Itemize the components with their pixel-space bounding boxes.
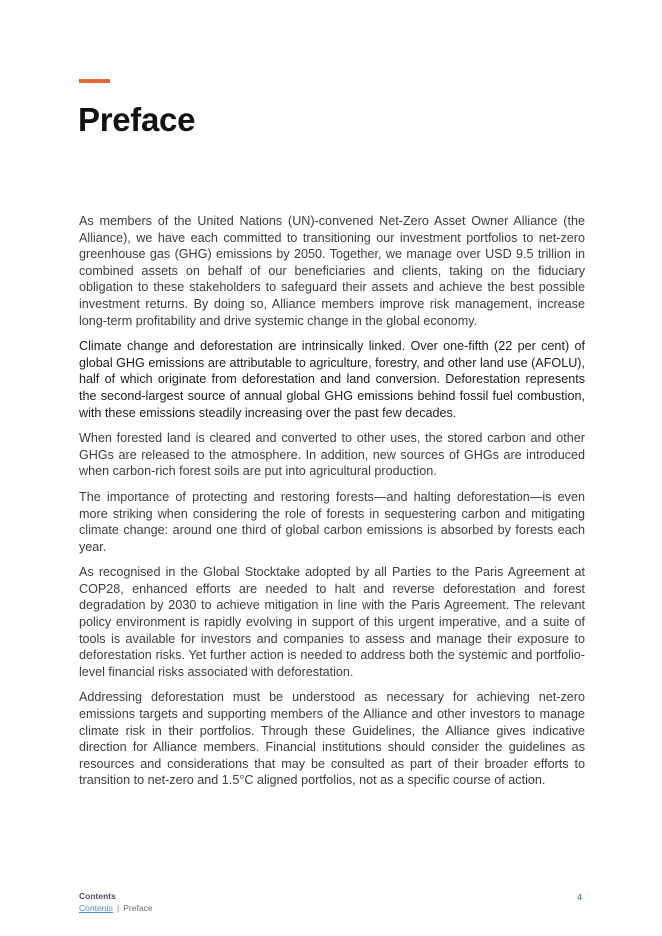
breadcrumb-current: Preface [123, 903, 153, 913]
page-title: Preface [78, 101, 196, 138]
body-text [79, 213, 585, 798]
breadcrumb [79, 903, 153, 913]
paragraph-alliance-commitment: As members of the United Nations (UN)-convened Net-Zero Asset Owner Alliance (the Alliance), we have each committed to transitioning our investment portfolios to net-zero greenhouse gas (GHG) emissions by 2050. Together, we manage over USD 9.5 trillion in combined assets on behalf of our beneficiaries and clients, taking on the fiduciary obligation to these stakeholders to safeguard their assets and achieve the best possible investment returns. By doing so, Alliance members improve risk management, increase long-term profitability and drive systemic change in the global economy. [79, 214, 585, 328]
title-accent-bar [79, 79, 110, 83]
page-number: 4 [577, 892, 582, 902]
paragraph-forest-clearing: When forested land is cleared and converted to other uses, the stored carbon and other GHGs are released to the atmosphere. In addition, new sources of GHGs are introduced when carbon-rich forest soils are put into agricultural production. [79, 431, 585, 479]
paragraph-addressing-deforestation: Addressing deforestation must be understood as necessary for achieving net-zero emissions targets and supporting members of the Alliance and other investors to manage climate risk in their portfolios. Through these Guidelines, the Alliance gives indicative direction for Alliance members. Financial institutions should consider the guidelines as resources and considerations that may be consulted as part of their broader efforts to transition to net-zero and 1.5°C aligned portfolios, not as a specific course of action. [79, 690, 585, 788]
breadcrumb-separator: | [117, 903, 120, 913]
paragraph-forest-importance: The importance of protecting and restoring forests—and halting deforestation—is even more striking when considering the role of forests in sequestering carbon and mitigating climate change: around one third of global carbon emissions is absorbed by forests each year. [79, 489, 585, 554]
paragraph-climate-deforestation-link: Climate change and deforestation are intrinsically linked. Over one-fifth (22 per cent) of global GHG emissions are attributable to agriculture, forestry, and other land use (AFOLU), half of which originate from deforestation and land conversion. Deforestation represents the second-largest source of annual global GHG emissions behind fossil fuel combustion, with these emissions steadily increasing over the past few decades. [79, 339, 585, 420]
footer-section-label: Contents [79, 891, 116, 901]
breadcrumb-contents-link[interactable]: Contents [79, 903, 114, 913]
paragraph-global-stocktake: As recognised in the Global Stocktake adopted by all Parties to the Paris Agreement at COP28, enhanced efforts are needed to halt and reverse deforestation and forest degradation by 2030 to achieve mitigation in line with the Paris Agreement. The relevant policy environment is rapidly evolving in support of this urgent imperative, and a suite of tools is available for investors and companies to assess and manage their exposure to deforestation risks. Yet further action is needed to address both the systemic and portfolio-level financial risks associated with deforestation. [79, 565, 585, 679]
